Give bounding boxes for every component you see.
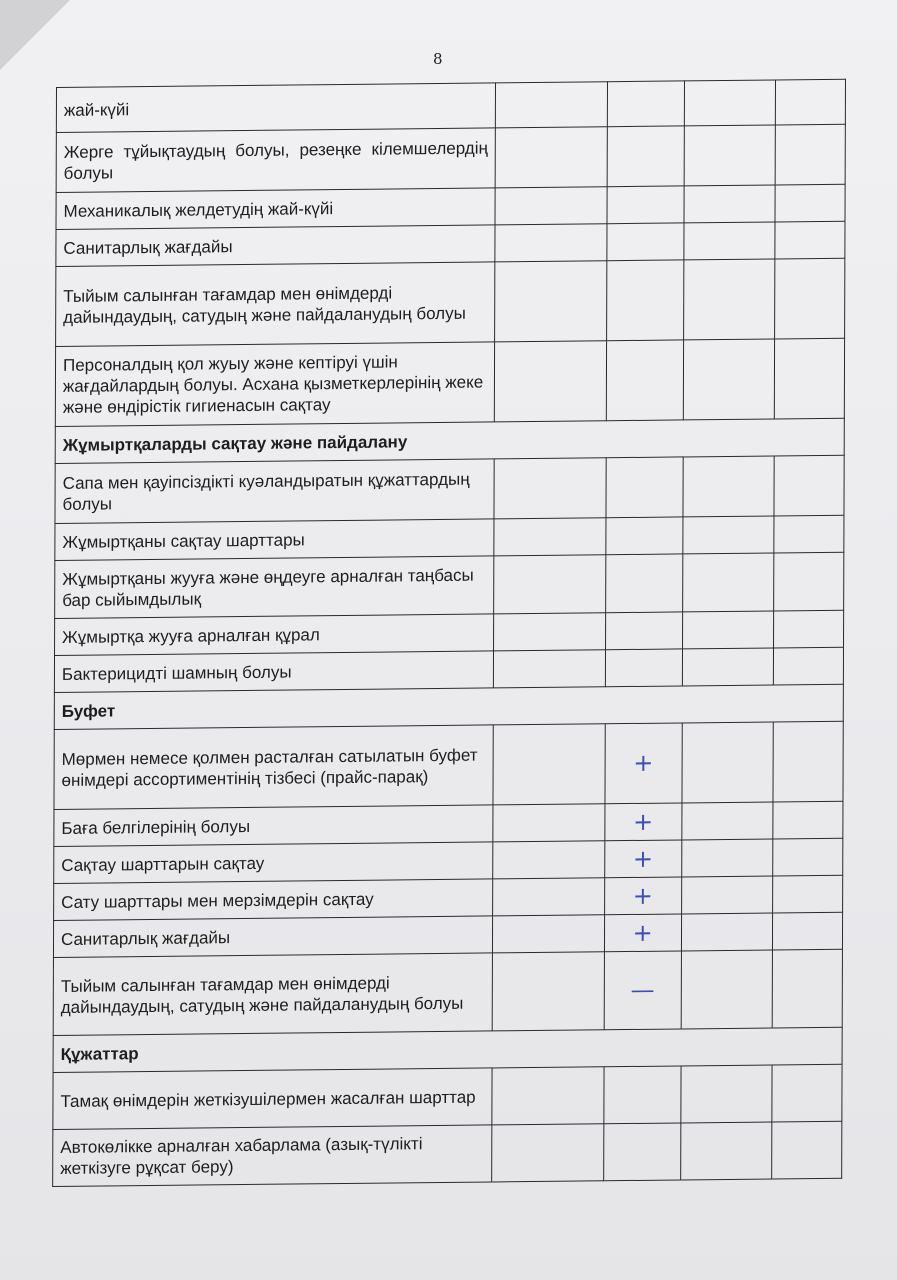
handwritten-mark: + [604, 840, 681, 878]
empty-cell [773, 838, 843, 876]
empty-cell [775, 258, 845, 339]
empty-cell [494, 555, 606, 614]
table-row [53, 1121, 842, 1186]
page-corner-shadow [0, 0, 70, 70]
handwritten-mark [606, 457, 683, 518]
handwritten-mark [606, 340, 683, 421]
table-row [56, 258, 845, 346]
handwritten-mark: + [605, 723, 682, 804]
handwritten-mark [607, 186, 684, 224]
row-label: Сапа мен қауіпсіздікті куәландыратын құжаттардың болуы [55, 459, 494, 524]
table-row [55, 552, 844, 618]
checklist-table-container [52, 79, 846, 1187]
empty-cell [775, 184, 845, 222]
handwritten-mark [607, 126, 684, 187]
empty-cell [772, 949, 842, 1028]
handwritten-mark [605, 649, 682, 687]
empty-cell [684, 185, 775, 223]
row-label: Санитарлық жағдайы [53, 916, 492, 958]
row-label: Автокөлікке арналған хабарлама (азық-түлікті жеткізуге рұқсат беру) [53, 1125, 492, 1187]
handwritten-mark: + [604, 914, 681, 952]
handwritten-mark [606, 517, 683, 555]
empty-cell [681, 876, 772, 914]
checklist-table [52, 79, 846, 1187]
empty-cell [774, 338, 844, 419]
table-row [53, 949, 842, 1035]
row-label: Сақтау шарттарын сақтау [54, 842, 493, 884]
empty-cell [493, 841, 605, 879]
handwritten-mark [603, 1123, 680, 1181]
row-label: Жұмыртқа жууға арналған құрал [55, 614, 494, 656]
empty-cell [493, 724, 605, 805]
empty-cell [681, 839, 772, 877]
row-label: Мөрмен немесе қолмен расталған сатылатын буфет өнімдері ассортиментінің тізбесі (прайс-парақ) [54, 725, 493, 810]
empty-cell [493, 915, 605, 953]
row-label: Жұмыртқаны сақтау шарттары [55, 519, 494, 561]
empty-cell [493, 878, 605, 916]
table-row [53, 1064, 842, 1129]
handwritten-mark: + [605, 803, 682, 841]
handwritten-mark [606, 260, 683, 341]
empty-cell [682, 802, 773, 840]
empty-cell [493, 804, 605, 842]
row-label: Бактерицидті шамның болуы [54, 651, 493, 693]
row-label: Жерге тұйықтаудың болуы, резеңке кілемшелердің болуы [56, 128, 495, 193]
table-row [55, 338, 844, 426]
empty-cell [682, 553, 773, 612]
empty-cell [773, 801, 843, 839]
empty-cell [493, 650, 605, 688]
empty-cell [775, 124, 845, 185]
handwritten-mark: — [604, 951, 681, 1030]
empty-cell [774, 515, 844, 553]
handwritten-mark [607, 81, 684, 127]
row-label: Персоналдың қол жуыу және кептіруі үшін жағдайлардың болуы. Асхана қызметкерлерінің жеке және өндірістік гигиенасын сақтау [55, 342, 494, 427]
empty-cell [773, 647, 843, 685]
row-label: Тыйым салынған тағамдар мен өнімдерді дайындаудың, сатудың және пайдаланудың болуы [56, 262, 495, 347]
empty-cell [680, 1122, 771, 1180]
empty-cell [494, 341, 606, 422]
row-label: Сату шарттары мен мерзімдерін сақтау [54, 879, 493, 921]
row-label: Тамақ өнімдерін жеткізушілермен жасалған шарттар [53, 1068, 492, 1130]
section-title: Буфет [54, 684, 843, 729]
handwritten-mark [605, 554, 682, 613]
table-row [56, 124, 845, 192]
empty-cell [775, 221, 845, 259]
row-label: Тыйым салынған тағамдар мен өнімдерді дайындаудың, сатудың және пайдаланудың болуы [53, 953, 492, 1036]
empty-cell [773, 610, 843, 648]
handwritten-mark [604, 1066, 681, 1124]
empty-cell [494, 458, 606, 519]
empty-cell [772, 912, 842, 950]
empty-cell [495, 224, 607, 262]
empty-cell [774, 552, 844, 611]
empty-cell [682, 648, 773, 686]
empty-cell [682, 611, 773, 649]
row-label: Жұмыртқаны жууға және өңдеуге арналған таңбасы бар сыйымдылық [55, 556, 494, 619]
empty-cell [495, 187, 607, 225]
empty-cell [684, 80, 775, 126]
empty-cell [494, 518, 606, 556]
empty-cell [681, 1065, 772, 1123]
empty-cell [683, 516, 774, 554]
row-label: жай-күйі [56, 83, 495, 133]
section-title: Құжаттар [53, 1027, 842, 1072]
empty-cell [495, 82, 607, 128]
empty-cell [775, 79, 845, 125]
section-title: Жұмыртқаларды сақтау және пайдалану [55, 418, 844, 463]
empty-cell [683, 456, 774, 517]
row-label: Санитарлық жағдайы [56, 225, 495, 267]
handwritten-mark [605, 612, 682, 650]
empty-cell [773, 875, 843, 913]
handwritten-mark [607, 223, 684, 261]
page-number: 8 [433, 50, 443, 68]
empty-cell [682, 722, 774, 803]
empty-cell [683, 259, 775, 340]
empty-cell [774, 455, 844, 516]
empty-cell [492, 952, 604, 1031]
empty-cell [492, 1067, 604, 1125]
handwritten-mark: + [604, 877, 681, 915]
empty-cell [681, 950, 773, 1029]
empty-cell [684, 125, 775, 186]
empty-cell [683, 339, 775, 420]
empty-cell [495, 127, 607, 188]
empty-cell [772, 1121, 842, 1179]
empty-cell [492, 1124, 604, 1182]
row-label: Механикалық желдетудің жай-күйі [56, 188, 495, 230]
empty-cell [681, 913, 772, 951]
empty-cell [773, 721, 843, 802]
row-label: Баға белгілерінің болуы [54, 805, 493, 847]
table-row [55, 455, 844, 523]
empty-cell [494, 613, 606, 651]
empty-cell [495, 261, 607, 342]
table-row [54, 721, 843, 809]
empty-cell [772, 1064, 842, 1122]
empty-cell [684, 222, 775, 260]
